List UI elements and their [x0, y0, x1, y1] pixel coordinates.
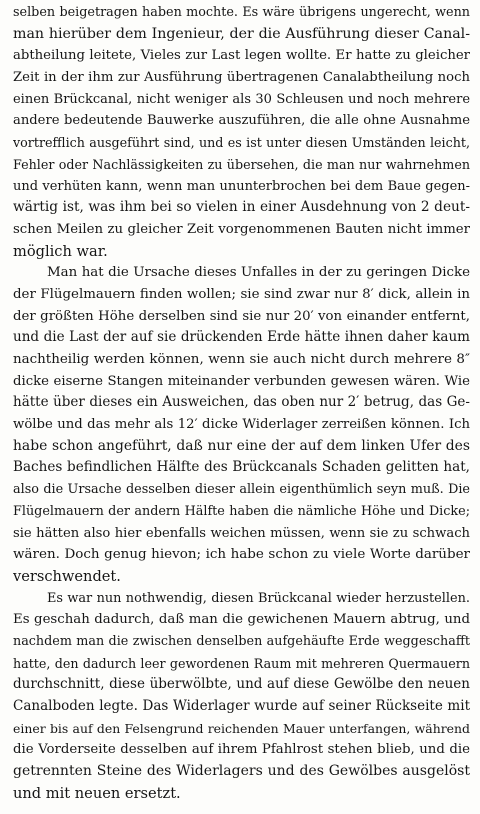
text-line: habe schon angeführt, daß nur eine der auf dem linken Ufer des: [13, 437, 470, 454]
text-line: sie hätten also hier ebenfalls weichen müssen, wenn sie zu schwach: [13, 525, 470, 541]
text-line: Man hat die Ursache dieses Unfalles in der zu geringen Dicke: [47, 265, 470, 281]
text-line: nachdem man die zwischen denselben aufgehäufte Erde weggeschafft: [13, 633, 470, 649]
text-line: verschwendet.: [13, 567, 121, 585]
text-line: Zeit in der ihm zur Ausführung übertragenen Canalabtheilung noch: [13, 70, 470, 86]
text-line: Fehler oder Nachlässigkeiten zu übersehen, die man nur wahrnehmen: [13, 156, 470, 172]
text-line: und verhüten kann, wenn man ununterbrochen bei dem Baue gegen-: [13, 178, 470, 194]
text-line: hatte, den dadurch leer gewordenen Raum mit mehreren Quermauern: [13, 655, 470, 671]
text-line: andere bedeutende Bauwerke auszuführen, die alle ohne Ausnahme: [13, 113, 470, 129]
text-line: selben beigetragen haben mochte. Es wäre übrigens ungerecht, wenn: [13, 5, 470, 20]
text-line: möglich war.: [13, 242, 108, 260]
text-line: Es geschah dadurch, daß man die gewichenen Mauern abtrug, und: [13, 612, 470, 628]
text-line: Flügelmauern der andern Hälfte haben die nämliche Höhe und Dicke;: [13, 503, 470, 519]
text-line: dicke eiserne Stangen miteinander verbunden gewesen wären. Wie: [13, 373, 470, 389]
text-line: durchschnitt, diese überwölbte, und auf diese Gewölbe den neuen: [13, 676, 470, 693]
text-line: vortrefflich ausgeführt sind, und es ist unter diesen Umständen leicht,: [13, 135, 470, 151]
text-line: schen Meilen zu gleicher Zeit vorgenommenen Bauten nicht immer: [13, 221, 470, 237]
text-line: und die Last der auf sie drückenden Erde hätte ihnen daher kaum: [13, 329, 470, 346]
text-line: einer bis auf den Felsengrund reichenden Mauer unterfangen, während: [13, 720, 470, 736]
paragraph-1: [13, 2, 470, 262]
text-line: die Vorderseite desselben auf ihrem Pfahlrost stehen blieb, und die: [13, 742, 470, 758]
text-line: wärtig ist, was ihm bei so vielen in einer Ausdehnung von 2 deut-: [13, 199, 470, 216]
text-line: Canalboden legte. Das Widerlager wurde auf seiner Rückseite mit: [13, 698, 470, 714]
text-line: also die Ursache desselben dieser allein eigenthümlich seyn muß. Die: [13, 482, 470, 498]
text-line: getrennten Steine des Widerlagers und des Gewölbes ausgelöst: [13, 763, 470, 780]
text-line: nachtheilig werden können, wenn sie auch nicht durch mehrere 8″: [13, 352, 470, 367]
text-line: der größten Höhe derselben sind sie nur 20′ von einander entfernt,: [13, 308, 470, 324]
text-line: Baches befindlichen Hälfte des Brückcanals Schaden gelitten hat,: [13, 459, 470, 476]
text-line: und mit neuen ersetzt.: [13, 784, 181, 802]
text-line: einen Brückcanal, nicht weniger als 30 Schleusen und noch mehrere: [13, 91, 470, 107]
text-line: wären. Doch genug hievon; ich habe schon zu viele Worte darüber: [13, 546, 470, 563]
text-line: abtheilung leitete, Vieles zur Last legen wollte. Er hatte zu gleicher: [13, 48, 470, 64]
text-line: wölbe und das mehr als 12′ dicke Widerlager zerreißen können. Ich: [13, 417, 470, 433]
text-line: hätte über dieses ein Ausweichen, das oben nur 2′ betrug, das Ge-: [13, 394, 470, 411]
paragraph-2: [13, 262, 470, 587]
text-line: der Flügelmauern finden wollen; sie sind zwar nur 8′ dick, allein in: [13, 286, 470, 302]
paragraph-3: [13, 588, 470, 805]
text-line: man hierüber dem Ingenieur, der die Ausführung dieser Canal-: [13, 25, 470, 42]
text-line: Es war nun nothwendig, diesen Brückcanal wieder herzustellen.: [47, 590, 470, 606]
